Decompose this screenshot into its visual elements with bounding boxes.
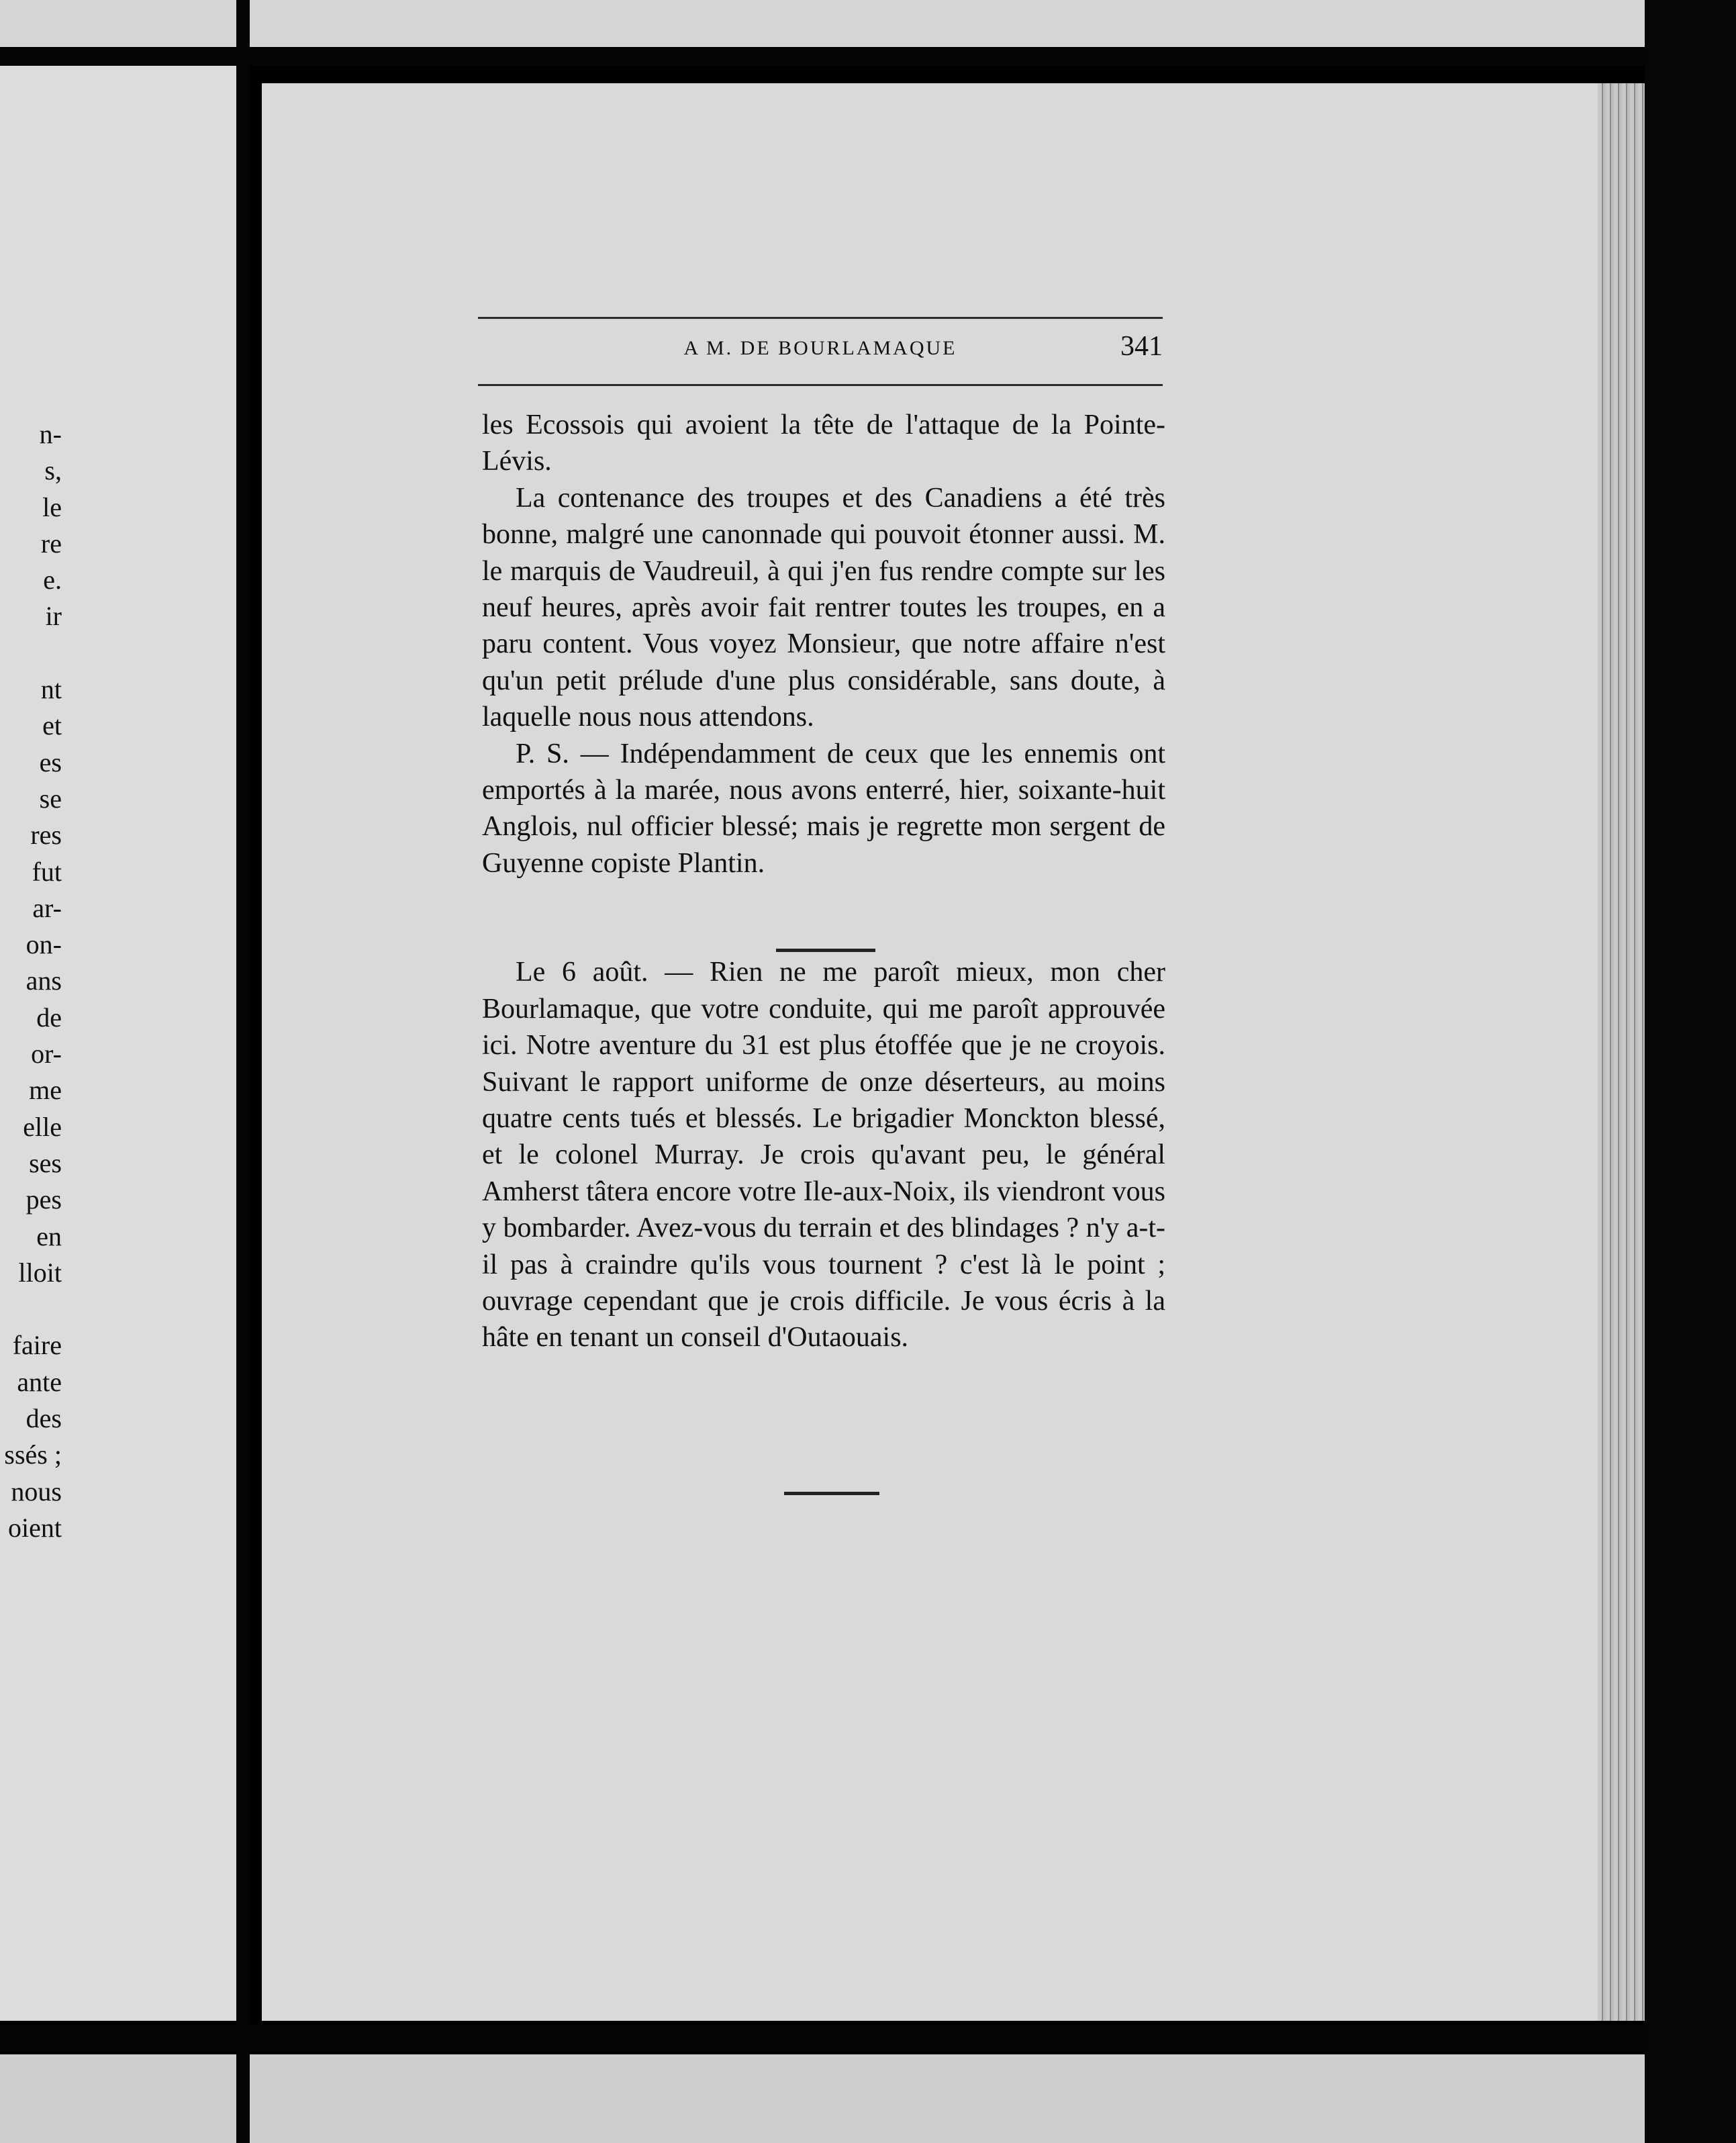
frame-bar-bottom (0, 2025, 1736, 2052)
left-fragment-line: e. (43, 565, 62, 596)
book-spine (236, 0, 250, 2143)
page-edges (1598, 83, 1645, 2021)
left-fragment-line: on- (26, 929, 62, 960)
section-gap (482, 882, 1165, 954)
left-fragment-line: lloit (18, 1257, 62, 1288)
left-fragment-line: des (26, 1403, 62, 1434)
running-header (478, 330, 1163, 372)
left-fragment-line: oient (8, 1512, 62, 1543)
left-fragment-line: ante (17, 1366, 62, 1397)
paragraph: les Ecossois qui avoient la tête de l'attaque de la Pointe-Lévis. (482, 410, 1165, 477)
left-fragment-line: se (39, 783, 62, 814)
left-fragment-line: res (30, 820, 62, 851)
left-fragment-line: ssés ; (4, 1439, 62, 1470)
left-fragment-line: re (40, 528, 62, 559)
page-number: 341 (1120, 331, 1163, 362)
left-fragment-line: et (42, 710, 62, 741)
left-fragment-line: faire (12, 1330, 62, 1361)
left-fragment-line: me (29, 1075, 62, 1106)
left-fragment-line (0, 635, 62, 671)
left-fragment-line: le (42, 491, 62, 522)
left-page-text-fragments (0, 416, 62, 1546)
left-fragment-line: en (36, 1221, 62, 1251)
left-fragment-line: de (36, 1002, 62, 1033)
left-fragment-line: pes (26, 1184, 62, 1215)
left-fragment-line: nous (11, 1476, 62, 1507)
left-fragment-line: elle (23, 1111, 62, 1142)
header-top-rule (478, 317, 1163, 319)
left-fragment-line: s, (44, 455, 62, 486)
left-fragment-line: ar- (32, 892, 62, 923)
left-fragment-line: ses (29, 1147, 62, 1178)
left-fragment-line: or- (31, 1039, 62, 1069)
left-fragment-line: nt (40, 674, 62, 705)
adjacent-page-top (0, 0, 1736, 47)
left-fragment-line: ans (26, 965, 62, 996)
page-body (482, 407, 1165, 1356)
paragraph: La contenance des troupes et des Canadiens a été très bonne, malgré une canonnade qui pouvoit étonner aussi. M. le marquis de Vaudreuil, à qui j'en fus rendre compte sur les neuf heures, après avoir fait rentrer toutes les troupes, en a paru content. Vous voyez Monsieur, que notre affaire n'est qu'un petit prélude d'une plus considérable, sans doute, à laquelle nous nous attendons. (482, 482, 1165, 733)
left-fragment-line: ir (45, 601, 62, 632)
left-fragment-line: fut (32, 856, 62, 887)
left-fragment-line: n- (39, 419, 62, 449)
frame-border-right (1645, 0, 1736, 2143)
left-fragment-line: es (39, 747, 62, 777)
paragraph: P. S. — Indépendamment de ceux que les ennemis ont emportés à la marée, nous avons enterré, hier, soixante-huit Anglois, nul officier blessé; mais je regrette mon sergent de Guyenne copiste Plantin. (482, 738, 1165, 879)
header-bottom-rule (478, 384, 1163, 386)
section-separator (776, 949, 875, 952)
paragraph: Le 6 août. — Rien ne me paroît mieux, mon cher Bourlamaque, que votre conduite, qui me paroît approuvée ici. Notre aventure du 31 est plus étoffée que je ne croyois. Suivant le rapport uniforme de onze déserteurs, au moins quatre cents tués et blessés. Le brigadier Monckton blessé, et le colonel Murray. Je crois qu'avant peu, le général Amherst tâtera encore votre Ile-aux-Noix, ils viendront vous y bombarder. Avez-vous du terrain et des blindages ? n'y a-t-il pas à craindre qu'ils vous tournent ? c'est là le point ; ouvrage cependant que je crois difficile. Je vous écris à la hâte en tenant un conseil d'Outaouais. (482, 957, 1165, 1353)
end-separator (784, 1492, 879, 1495)
left-fragment-line (0, 1291, 62, 1327)
running-title: A M. DE BOURLAMAQUE (683, 337, 957, 359)
adjacent-page-bottom (0, 2054, 1736, 2143)
